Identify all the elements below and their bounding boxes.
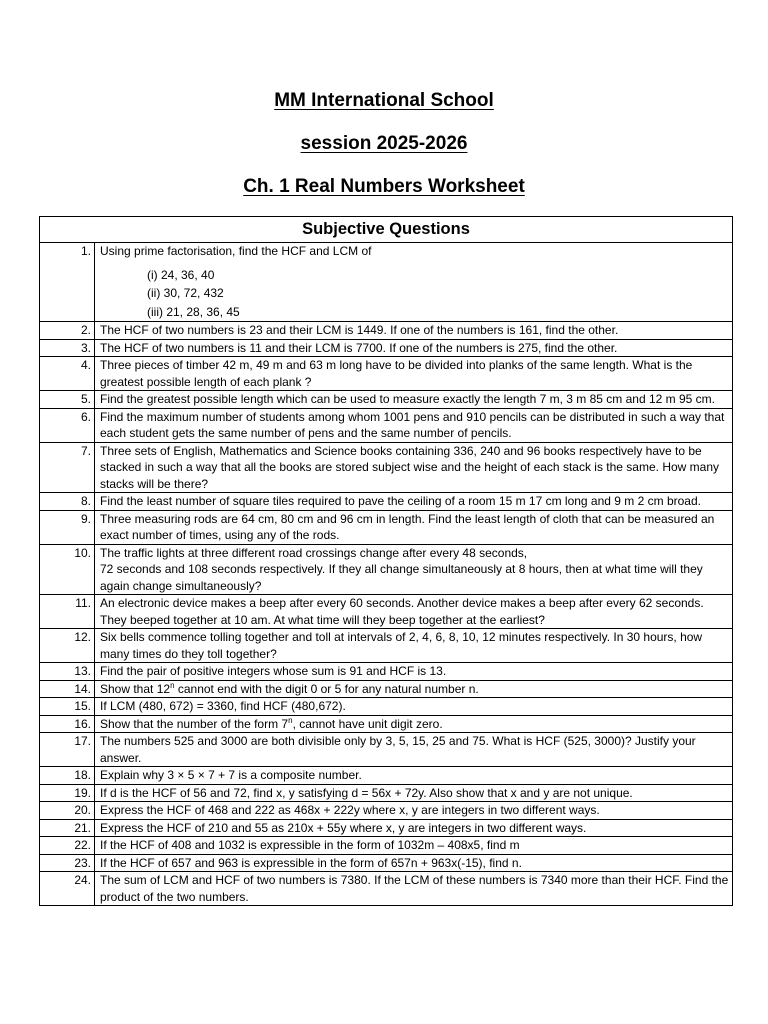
question-number: 6. (40, 408, 95, 442)
question-row (40, 339, 733, 357)
question-text (95, 629, 733, 663)
question-text-start: Show that the number of the form 7 (100, 716, 289, 731)
question-number: 22. (40, 837, 95, 855)
question-number: 12. (40, 629, 95, 663)
page-header (0, 86, 768, 201)
question-row (40, 357, 733, 391)
question-number: 18. (40, 767, 95, 785)
question-line: Three sets of English, Mathematics and Science books containing 336, 240 and 96 books respectively have to be stacked in such a way that all the books are stored subject wise and the height of each stack is the same. How many stacks will be there? (100, 443, 719, 491)
question-text (95, 595, 733, 629)
question-text (95, 322, 733, 340)
sub-question-list (100, 266, 729, 322)
exponent: n (288, 715, 293, 725)
question-text-end: , cannot have unit digit zero. (292, 716, 443, 731)
question-line: Find the greatest possible length which can be used to measure exactly the length 7 m, 3 m 85 cm and 12 m 95 cm. (100, 392, 715, 406)
question-row (40, 510, 733, 544)
question-text (95, 408, 733, 442)
question-line: The traffic lights at three different road crossings change after every 48 seconds, (100, 545, 528, 560)
question-row (40, 243, 733, 322)
question-row (40, 595, 733, 629)
question-text (95, 784, 733, 802)
question-row (40, 837, 733, 855)
question-line: If LCM (480, 672) = 3360, find HCF (480,672). (100, 699, 346, 713)
question-line: The numbers 525 and 3000 are both divisible only by 3, 5, 15, 25 and 75. What is HCF (525, 3000)? Justify your answer. (100, 734, 696, 765)
question-text (95, 493, 733, 511)
sub-question: (ii) 30, 72, 432 (147, 286, 224, 300)
worksheet-title: Ch. 1 Real Numbers Worksheet (243, 176, 525, 197)
question-number: 17. (40, 733, 95, 767)
question-line: The sum of LCM and HCF of two numbers is 7380. If the LCM of these numbers is 7340 more than their HCF. Find the product of the two numbers. (100, 873, 729, 904)
question-row (40, 680, 733, 698)
question-row (40, 715, 733, 733)
session-title: session 2025-2026 (300, 133, 468, 154)
question-number: 1. (40, 243, 95, 322)
question-text (95, 357, 733, 391)
question-text-start: Show that 12 (100, 681, 171, 696)
question-row (40, 322, 733, 340)
question-text (95, 544, 733, 595)
question-text (95, 510, 733, 544)
question-number: 2. (40, 322, 95, 340)
question-number: 10. (40, 544, 95, 595)
question-line: If the HCF of 408 and 1032 is expressible in the form of 1032m – 408x5, find m (100, 838, 520, 852)
question-number: 13. (40, 663, 95, 681)
question-row (40, 854, 733, 872)
question-text (95, 442, 733, 493)
question-number: 16. (40, 715, 95, 733)
question-text (95, 663, 733, 681)
question-text (95, 243, 733, 322)
question-row (40, 629, 733, 663)
question-text (95, 733, 733, 767)
question-number: 7. (40, 442, 95, 493)
question-number: 4. (40, 357, 95, 391)
question-line: 72 seconds and 108 seconds respectively. If they all change simultaneously at 8 hours, then at what time will they again change simultaneously? (100, 562, 703, 593)
question-line: If the HCF of 657 and 963 is expressible in the form of 657n + 963x(-15), find n. (100, 855, 522, 870)
question-row (40, 784, 733, 802)
question-text (95, 802, 733, 820)
question-line: Express the HCF of 468 and 222 as 468x + 222y where x, y are integers in two different ways. (100, 803, 600, 817)
question-line: The HCF of two numbers is 11 and their LCM is 7700. If one of the numbers is 275, find the other. (100, 340, 618, 355)
question-line: Find the pair of positive integers whose sum is 91 and HCF is 13. (100, 664, 447, 678)
question-row (40, 819, 733, 837)
question-text (95, 715, 733, 733)
table-heading: Subjective Questions (40, 217, 733, 243)
question-row (40, 802, 733, 820)
question-text (95, 767, 733, 785)
question-text (95, 872, 733, 906)
question-row (40, 733, 733, 767)
question-number: 9. (40, 510, 95, 544)
question-line: Find the least number of square tiles required to pave the ceiling of a room 15 m 17 cm long and 9 m 2 cm broad. (100, 494, 701, 508)
question-number: 20. (40, 802, 95, 820)
question-number: 19. (40, 784, 95, 802)
question-number: 24. (40, 872, 95, 906)
question-row (40, 391, 733, 409)
question-text (95, 339, 733, 357)
question-line: Six bells commence tolling together and toll at intervals of 2, 4, 6, 8, 10, 12 minutes respectively. In 30 hours, how many times do they toll together? (100, 630, 703, 661)
question-row (40, 544, 733, 595)
question-line: An electronic device makes a beep after every 60 seconds. Another device makes a beep after every 62 seconds. They beeped together at 10 am. At what time will they beep together at the earliest? (100, 596, 704, 627)
question-number: 11. (40, 595, 95, 629)
school-name: MM International School (274, 90, 494, 111)
question-row (40, 767, 733, 785)
question-line: If d is the HCF of 56 and 72, find x, y satisfying d = 56x + 72y. Also show that x and y are not unique. (100, 785, 633, 800)
question-row (40, 698, 733, 716)
question-text-end: cannot end with the digit 0 or 5 for any natural number n. (174, 681, 479, 696)
question-row (40, 872, 733, 906)
question-row (40, 493, 733, 511)
questions-table (39, 216, 733, 906)
exponent: n (170, 680, 175, 690)
question-line: The HCF of two numbers is 23 and their LCM is 1449. If one of the numbers is 161, find the other. (100, 323, 619, 337)
question-line: Explain why 3 × 5 × 7 + 7 is a composite number. (100, 768, 362, 782)
question-row (40, 408, 733, 442)
question-text (95, 391, 733, 409)
question-text (95, 698, 733, 716)
sub-question: (i) 24, 36, 40 (147, 267, 215, 282)
question-number: 23. (40, 854, 95, 872)
question-number: 21. (40, 819, 95, 837)
question-text (95, 680, 733, 698)
sub-question: (iii) 21, 28, 36, 45 (147, 304, 240, 319)
question-text (95, 837, 733, 855)
question-text (95, 854, 733, 872)
question-line: Three pieces of timber 42 m, 49 m and 63 m long have to be divided into planks of the same length. What is the greatest possible length of each plank ? (100, 358, 693, 389)
question-row (40, 663, 733, 681)
question-number: 3. (40, 339, 95, 357)
question-number: 8. (40, 493, 95, 511)
question-row (40, 442, 733, 493)
question-line: Three measuring rods are 64 cm, 80 cm and 96 cm in length. Find the least length of cloth that can be measured an exact number of times, using any of the rods. (100, 511, 715, 542)
question-number: 14. (40, 680, 95, 698)
question-line: Using prime factorisation, find the HCF and LCM of (100, 244, 372, 258)
question-line: Express the HCF of 210 and 55 as 210x + 55y where x, y are integers in two different ways. (100, 820, 587, 835)
question-text (95, 819, 733, 837)
question-number: 5. (40, 391, 95, 409)
question-number: 15. (40, 698, 95, 716)
question-line: Find the maximum number of students among whom 1001 pens and 910 pencils can be distributed in such a way that each student gets the same number of pens and the same number of pencils. (100, 409, 725, 440)
